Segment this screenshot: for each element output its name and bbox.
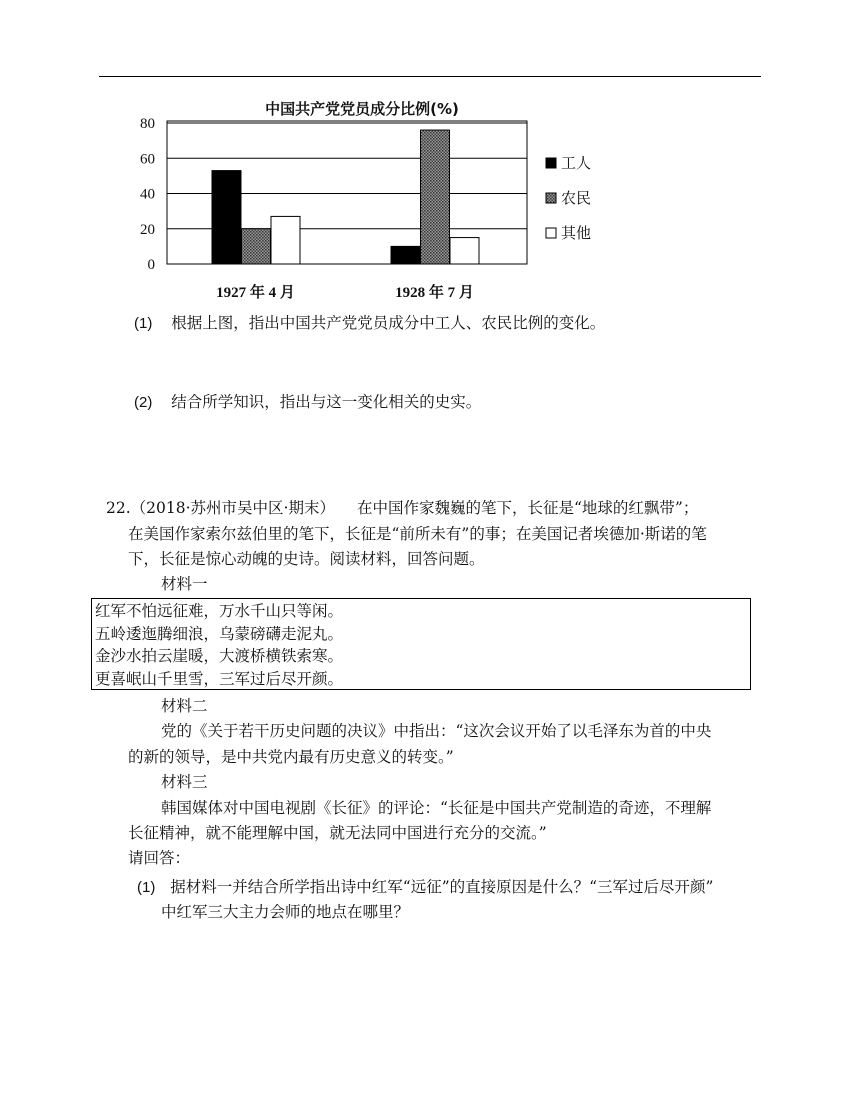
y-tick-label: 20 <box>140 221 155 238</box>
q21-part2-number: (2) <box>134 394 153 411</box>
q21-part2-text: 结合所学知识，指出与这一变化相关的史实。 <box>171 393 482 411</box>
poem-line: 红军不怕远征难，万水千山只等闲。 <box>95 602 344 620</box>
q22-part1-line-1: 据材料一并结合所学指出诗中红军“远征”的直接原因是什么？“三军过后尽开颜” <box>170 878 714 896</box>
q22-intro-3: 下，长征是惊心动魄的史诗。阅读材料，回答问题。 <box>128 550 485 568</box>
q22-part1 <box>137 875 713 900</box>
legend-swatch <box>546 228 556 238</box>
q21-part1 <box>134 311 605 336</box>
legend-label: 农民 <box>561 189 592 207</box>
q22-intro-1: 在中国作家魏巍的笔下，长征是“地球的红飘带”； <box>356 499 699 517</box>
legend <box>546 154 591 242</box>
q22-part1-number: (1) <box>137 879 156 896</box>
legend-label: 工人 <box>561 154 592 172</box>
answer-prompt: 请回答： <box>128 849 191 867</box>
bars <box>212 130 479 264</box>
bar-其他 <box>450 238 479 264</box>
material-1-label: 材料一 <box>161 575 208 593</box>
y-tick-label: 80 <box>140 116 155 132</box>
y-tick-label: 60 <box>140 151 155 168</box>
x-tick-label: 1927 年 4 月 <box>216 285 295 301</box>
bar-工人 <box>391 246 420 264</box>
y-tick-label: 40 <box>140 186 155 203</box>
party-composition-chart <box>130 96 630 306</box>
poem-line: 金沙水拍云崖暖，大渡桥横铁索寒。 <box>95 647 344 665</box>
material-3-label: 材料三 <box>161 773 208 791</box>
q21-part2 <box>134 390 481 415</box>
material-3-line-2: 长征精神，就不能理解中国，就无法同中国进行充分的交流。” <box>128 824 547 842</box>
x-axis-labels <box>216 283 474 301</box>
legend-swatch <box>546 193 556 203</box>
material-3-line-1: 韩国媒体对中国电视剧《长征》的评论：“长征是中国共产党制造的奇迹，不理解 <box>161 799 712 817</box>
q22-part1-line-2: 中红军三大主力会师的地点在哪里？ <box>161 903 410 921</box>
y-tick-label: 0 <box>147 257 155 273</box>
legend-swatch <box>546 158 556 168</box>
bar-工人 <box>212 171 241 264</box>
bar-其他 <box>271 216 300 264</box>
bar-农民 <box>421 130 450 264</box>
q22-source: （2018·苏州市吴中区·期末） <box>130 499 335 517</box>
poem-box <box>91 598 751 690</box>
legend-label: 其他 <box>561 224 592 242</box>
x-tick-label: 1928 年 7 月 <box>395 285 474 301</box>
poem-line: 更喜岷山千里雪，三军过后尽开颜。 <box>95 669 344 688</box>
y-axis-ticks <box>140 116 155 273</box>
chart-title: 中国共产党党员成分比例(%) <box>265 100 459 118</box>
q22-number: 22. <box>106 499 131 517</box>
bar-农民 <box>242 229 271 264</box>
material-2-label: 材料二 <box>161 697 208 715</box>
material-2-line-2: 的新的领导，是中共党内最有历史意义的转变。” <box>128 748 454 766</box>
poem-line: 五岭逶迤腾细浪，乌蒙磅礴走泥丸。 <box>95 624 344 643</box>
q22-header <box>106 496 698 520</box>
q21-part1-text: 根据上图，指出中国共产党党员成分中工人、农民比例的变化。 <box>171 314 606 332</box>
header-rule <box>99 76 761 77</box>
q22-intro-2: 在美国作家索尔兹伯里的笔下，长征是“前所未有”的事；在美国记者埃德加·斯诺的笔 <box>128 525 707 543</box>
material-2-line-1: 党的《关于若干历史问题的决议》中指出：“这次会议开始了以毛泽东为首的中央 <box>161 722 712 740</box>
q21-part1-number: (1) <box>134 315 153 332</box>
